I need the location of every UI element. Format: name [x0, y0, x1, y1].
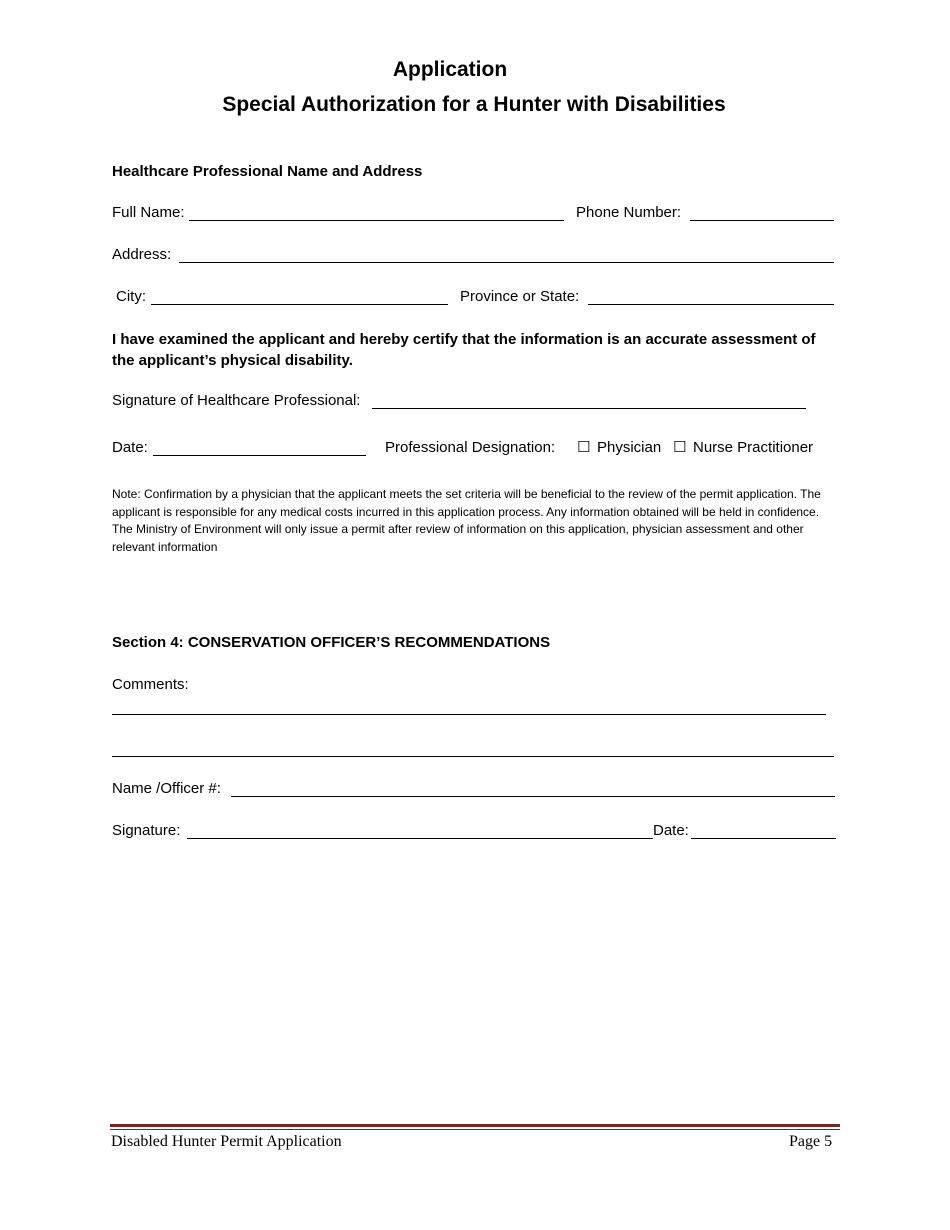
- hp-signature-label: Signature of Healthcare Professional:: [112, 392, 361, 409]
- full-name-label: Full Name:: [112, 204, 185, 221]
- officer-date-label: Date:: [653, 822, 689, 839]
- comments-label: Comments:: [112, 676, 189, 693]
- footer-rule: [110, 1124, 840, 1127]
- healthcare-heading: Healthcare Professional Name and Address: [112, 163, 423, 180]
- address-field[interactable]: [179, 262, 834, 263]
- officer-field[interactable]: [231, 796, 835, 797]
- physician-checkbox[interactable]: ☐: [577, 439, 591, 456]
- designation-label: Professional Designation:: [385, 439, 556, 456]
- section4-heading: Section 4: CONSERVATION OFFICER’S RECOMMENDATIONS: [112, 634, 551, 651]
- page-number: Page 5: [789, 1133, 833, 1150]
- province-field[interactable]: [588, 304, 834, 305]
- phone-label: Phone Number:: [576, 204, 682, 221]
- comments-line-1[interactable]: [112, 714, 826, 715]
- footer-rule-thin: [110, 1129, 840, 1130]
- address-label: Address:: [112, 246, 172, 263]
- officer-signature-label: Signature:: [112, 822, 181, 839]
- officer-signature-field[interactable]: [187, 838, 653, 839]
- comments-line-2[interactable]: [112, 756, 834, 757]
- hp-signature-field[interactable]: [372, 408, 806, 409]
- note-text: Note: Confirmation by a physician that the applicant meets the set criteria will be beneficial to the review of the permit application. The applicant is responsible for any medical costs incurred in this application process. Any information obtained will be held in confidence. The Ministry of Environment will only issue a permit after review of information on this application, physician assessment and other relevant information: [112, 487, 821, 554]
- nurse-practitioner-checkbox[interactable]: ☐: [673, 439, 687, 456]
- province-label: Province or State:: [460, 288, 580, 305]
- page-title: Application: [392, 58, 508, 81]
- page-subtitle: Special Authorization for a Hunter with Disabilities: [222, 93, 726, 116]
- hp-date-label: Date:: [112, 439, 148, 456]
- hp-date-field[interactable]: [153, 455, 366, 456]
- full-name-field[interactable]: [189, 220, 564, 221]
- nurse-practitioner-option-label: Nurse Practitioner: [693, 439, 814, 456]
- city-label: City:: [116, 288, 146, 305]
- certification-text: I have examined the applicant and hereby certify that the information is an accurate assessment of the applicant’s physical disability.: [112, 331, 816, 369]
- footer-title: Disabled Hunter Permit Application: [111, 1133, 342, 1150]
- phone-field[interactable]: [690, 220, 834, 221]
- officer-date-field[interactable]: [691, 838, 836, 839]
- physician-option-label: Physician: [597, 439, 662, 456]
- city-field[interactable]: [151, 304, 448, 305]
- officer-label: Name /Officer #:: [112, 780, 221, 797]
